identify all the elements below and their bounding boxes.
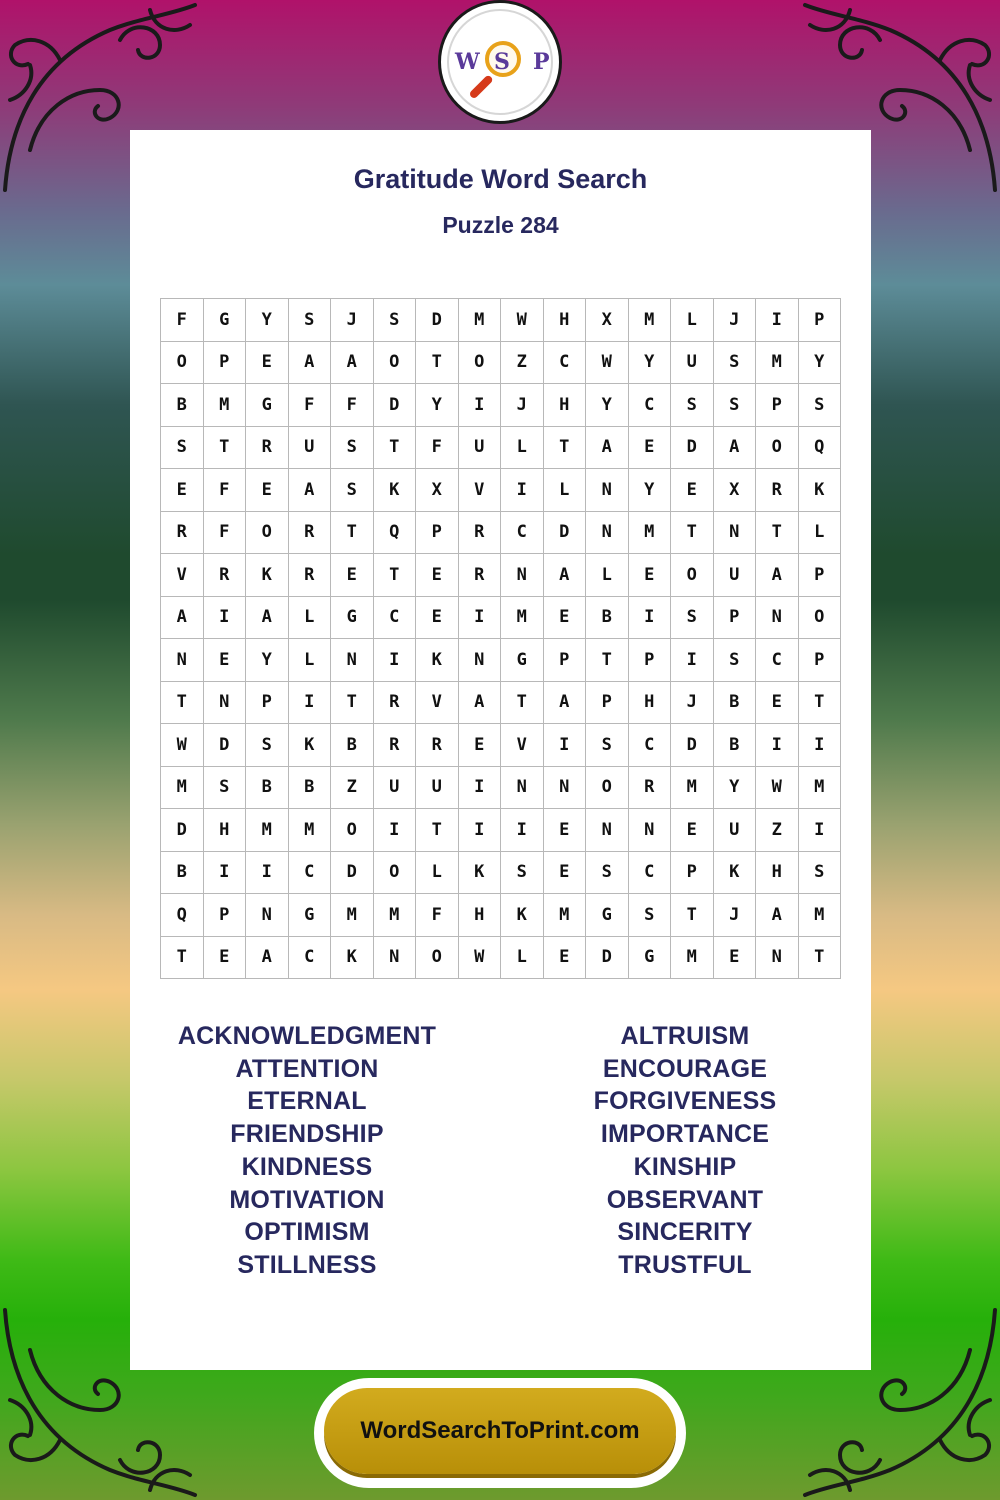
grid-cell[interactable]: A <box>714 427 757 470</box>
grid-cell[interactable]: R <box>416 724 459 767</box>
grid-cell[interactable]: M <box>629 299 672 342</box>
grid-cell[interactable]: S <box>671 597 714 640</box>
grid-cell[interactable]: T <box>671 894 714 937</box>
word-item: ACKNOWLEDGMENT <box>177 1022 437 1050</box>
grid-cell[interactable]: S <box>799 852 842 895</box>
grid-cell[interactable]: E <box>756 682 799 725</box>
grid-cell[interactable]: T <box>331 682 374 725</box>
grid-cell[interactable]: J <box>501 384 544 427</box>
word-item: ATTENTION <box>235 1054 379 1083</box>
grid-cell[interactable]: M <box>331 894 374 937</box>
grid-cell[interactable]: C <box>501 512 544 555</box>
grid-cell[interactable]: O <box>246 512 289 555</box>
grid-cell[interactable]: Z <box>331 767 374 810</box>
grid-cell[interactable]: N <box>629 809 672 852</box>
grid-cell[interactable]: K <box>331 937 374 980</box>
grid-cell[interactable]: N <box>331 639 374 682</box>
grid-cell[interactable]: Y <box>629 342 672 385</box>
grid-cell[interactable]: X <box>416 469 459 512</box>
grid-cell[interactable]: U <box>671 342 714 385</box>
grid-cell[interactable]: T <box>671 512 714 555</box>
grid-cell[interactable]: M <box>501 597 544 640</box>
grid-cell[interactable]: I <box>544 724 587 767</box>
grid-cell[interactable]: E <box>629 554 672 597</box>
grid-cell[interactable]: O <box>756 427 799 470</box>
grid-cell[interactable]: P <box>416 512 459 555</box>
grid-cell[interactable]: M <box>799 894 842 937</box>
grid-cell[interactable]: V <box>416 682 459 725</box>
grid-cell[interactable]: V <box>501 724 544 767</box>
grid-cell[interactable]: O <box>374 342 417 385</box>
grid-cell[interactable]: C <box>756 639 799 682</box>
word-item: KINSHIP <box>633 1152 737 1181</box>
grid-cell[interactable]: J <box>714 299 757 342</box>
grid-cell[interactable]: A <box>289 342 332 385</box>
grid-cell[interactable]: P <box>246 682 289 725</box>
grid-cell[interactable]: E <box>246 342 289 385</box>
grid-cell[interactable]: K <box>246 554 289 597</box>
grid-cell[interactable]: N <box>459 639 502 682</box>
grid-cell[interactable]: E <box>544 597 587 640</box>
grid-cell[interactable]: M <box>544 894 587 937</box>
grid-cell[interactable]: P <box>629 639 672 682</box>
grid-cell[interactable]: P <box>799 299 842 342</box>
grid-cell[interactable]: P <box>586 682 629 725</box>
grid-cell[interactable]: I <box>756 299 799 342</box>
grid-cell[interactable]: W <box>459 937 502 980</box>
grid-cell[interactable]: R <box>629 767 672 810</box>
puzzle-number: Puzzle 284 <box>442 212 559 238</box>
grid-cell[interactable]: L <box>289 597 332 640</box>
grid-cell[interactable]: D <box>544 512 587 555</box>
grid-cell[interactable]: U <box>714 809 757 852</box>
grid-cell[interactable]: P <box>671 852 714 895</box>
grid-cell[interactable]: I <box>501 469 544 512</box>
grid-cell[interactable]: A <box>544 554 587 597</box>
grid-cell[interactable]: S <box>586 724 629 767</box>
grid-cell[interactable]: N <box>756 937 799 980</box>
grid-cell[interactable]: L <box>289 639 332 682</box>
grid-cell[interactable]: J <box>331 299 374 342</box>
grid-cell[interactable]: F <box>416 894 459 937</box>
footer-badge <box>314 1378 686 1488</box>
grid-cell[interactable]: B <box>586 597 629 640</box>
word-item: TRUSTFUL <box>618 1250 752 1279</box>
grid-cell[interactable]: T <box>416 809 459 852</box>
grid-cell[interactable]: L <box>586 554 629 597</box>
logo-letter: S <box>494 49 510 75</box>
grid-cell[interactable]: L <box>799 512 842 555</box>
word-item: OPTIMISM <box>244 1218 370 1247</box>
word-list-right <box>500 1020 870 1282</box>
grid-cell[interactable]: I <box>756 724 799 767</box>
grid-cell[interactable]: S <box>204 767 247 810</box>
grid-cell[interactable]: B <box>331 724 374 767</box>
grid-cell[interactable]: A <box>756 894 799 937</box>
grid-cell[interactable]: O <box>586 767 629 810</box>
grid-cell[interactable]: T <box>204 427 247 470</box>
grid-cell[interactable]: I <box>459 809 502 852</box>
grid-cell[interactable]: Q <box>374 512 417 555</box>
grid-cell[interactable]: E <box>416 554 459 597</box>
grid-cell[interactable]: G <box>629 937 672 980</box>
grid-cell[interactable]: B <box>714 682 757 725</box>
grid-cell[interactable]: I <box>289 682 332 725</box>
grid-cell[interactable]: K <box>799 469 842 512</box>
grid-cell[interactable]: N <box>374 937 417 980</box>
grid-cell[interactable]: K <box>501 894 544 937</box>
grid-cell[interactable]: F <box>416 427 459 470</box>
grid-cell[interactable]: Y <box>799 342 842 385</box>
grid-cell[interactable]: S <box>671 384 714 427</box>
word-item: IMPORTANCE <box>600 1120 770 1149</box>
grid-cell[interactable]: S <box>374 299 417 342</box>
grid-cell[interactable]: A <box>756 554 799 597</box>
grid-cell[interactable]: D <box>374 384 417 427</box>
grid-cell[interactable]: E <box>416 597 459 640</box>
grid-cell[interactable]: X <box>714 469 757 512</box>
grid-cell[interactable]: S <box>161 427 204 470</box>
grid-cell[interactable]: A <box>544 682 587 725</box>
grid-cell[interactable]: U <box>289 427 332 470</box>
grid-cell[interactable]: E <box>246 469 289 512</box>
grid-cell[interactable]: M <box>671 937 714 980</box>
grid-cell[interactable]: I <box>799 724 842 767</box>
grid-cell[interactable]: D <box>331 852 374 895</box>
grid-cell[interactable]: C <box>374 597 417 640</box>
grid-cell[interactable]: Y <box>246 299 289 342</box>
grid-cell[interactable]: L <box>501 427 544 470</box>
grid-cell[interactable]: P <box>714 597 757 640</box>
grid-cell[interactable]: E <box>671 809 714 852</box>
grid-cell[interactable]: Y <box>629 469 672 512</box>
word-item: SINCERITY <box>617 1218 753 1247</box>
grid-cell[interactable]: M <box>161 767 204 810</box>
grid-cell[interactable]: M <box>756 342 799 385</box>
grid-cell[interactable]: R <box>204 554 247 597</box>
grid-cell[interactable]: F <box>204 512 247 555</box>
grid-cell[interactable]: T <box>799 682 842 725</box>
grid-cell[interactable]: T <box>374 427 417 470</box>
grid-cell[interactable]: L <box>501 937 544 980</box>
grid-cell[interactable]: M <box>289 809 332 852</box>
grid-cell[interactable]: V <box>161 554 204 597</box>
grid-cell[interactable]: P <box>204 342 247 385</box>
grid-cell[interactable]: E <box>714 937 757 980</box>
grid-cell[interactable]: C <box>629 384 672 427</box>
grid-cell[interactable]: L <box>416 852 459 895</box>
grid-cell[interactable]: T <box>416 342 459 385</box>
grid-cell[interactable]: K <box>374 469 417 512</box>
letter-grid <box>160 298 841 979</box>
grid-cell[interactable]: E <box>161 469 204 512</box>
grid-cell[interactable]: P <box>799 554 842 597</box>
word-item: OBSERVANT <box>606 1185 764 1214</box>
grid-cell[interactable]: L <box>544 469 587 512</box>
grid-cell[interactable]: M <box>204 384 247 427</box>
grid-cell[interactable]: I <box>374 639 417 682</box>
grid-cell[interactable]: S <box>799 384 842 427</box>
grid-cell[interactable]: G <box>204 299 247 342</box>
grid-cell[interactable]: T <box>161 937 204 980</box>
grid-cell[interactable]: A <box>161 597 204 640</box>
grid-cell[interactable]: F <box>331 384 374 427</box>
grid-cell[interactable]: U <box>714 554 757 597</box>
grid-cell[interactable]: Y <box>586 384 629 427</box>
grid-cell[interactable]: R <box>289 554 332 597</box>
grid-cell[interactable]: N <box>756 597 799 640</box>
grid-cell[interactable]: U <box>374 767 417 810</box>
word-item: FRIENDSHIP <box>230 1120 384 1149</box>
grid-cell[interactable]: H <box>629 682 672 725</box>
grid-cell[interactable]: O <box>799 597 842 640</box>
grid-cell[interactable]: M <box>459 299 502 342</box>
grid-cell[interactable]: B <box>246 767 289 810</box>
grid-cell[interactable]: N <box>586 809 629 852</box>
grid-cell[interactable]: D <box>671 724 714 767</box>
grid-cell[interactable]: D <box>671 427 714 470</box>
grid-cell[interactable]: C <box>629 724 672 767</box>
grid-cell[interactable]: R <box>289 512 332 555</box>
grid-cell[interactable]: Y <box>714 767 757 810</box>
grid-cell[interactable]: M <box>629 512 672 555</box>
grid-cell[interactable]: S <box>246 724 289 767</box>
grid-cell[interactable]: S <box>714 639 757 682</box>
grid-cell[interactable]: Q <box>161 894 204 937</box>
grid-cell[interactable]: D <box>586 937 629 980</box>
grid-cell[interactable]: D <box>416 299 459 342</box>
grid-cell[interactable]: N <box>586 512 629 555</box>
grid-cell[interactable]: R <box>459 512 502 555</box>
grid-cell[interactable]: E <box>544 937 587 980</box>
grid-cell[interactable]: Y <box>416 384 459 427</box>
grid-cell[interactable]: I <box>204 597 247 640</box>
grid-cell[interactable]: T <box>544 427 587 470</box>
grid-cell[interactable]: C <box>289 937 332 980</box>
word-item: STILLNESS <box>237 1250 377 1279</box>
grid-cell[interactable]: L <box>671 299 714 342</box>
grid-cell[interactable]: H <box>544 299 587 342</box>
grid-cell[interactable]: N <box>204 682 247 725</box>
grid-cell[interactable]: R <box>459 554 502 597</box>
grid-cell[interactable]: I <box>459 767 502 810</box>
grid-cell[interactable]: S <box>714 384 757 427</box>
grid-cell[interactable]: O <box>374 852 417 895</box>
grid-cell[interactable]: A <box>289 469 332 512</box>
grid-cell[interactable]: W <box>501 299 544 342</box>
word-item: ETERNAL <box>247 1087 367 1116</box>
grid-cell[interactable]: I <box>204 852 247 895</box>
grid-cell[interactable]: A <box>459 682 502 725</box>
grid-cell[interactable]: N <box>714 512 757 555</box>
grid-cell[interactable]: W <box>161 724 204 767</box>
grid-cell[interactable]: I <box>629 597 672 640</box>
grid-cell[interactable]: P <box>204 894 247 937</box>
grid-cell[interactable]: H <box>544 384 587 427</box>
grid-cell[interactable]: H <box>459 894 502 937</box>
grid-cell[interactable]: Y <box>246 639 289 682</box>
grid-cell[interactable]: F <box>161 299 204 342</box>
grid-cell[interactable]: R <box>246 427 289 470</box>
grid-cell[interactable]: M <box>374 894 417 937</box>
grid-cell[interactable]: T <box>501 682 544 725</box>
grid-cell[interactable]: I <box>501 809 544 852</box>
grid-cell[interactable]: S <box>331 469 374 512</box>
grid-cell[interactable]: X <box>586 299 629 342</box>
grid-cell[interactable]: K <box>459 852 502 895</box>
grid-cell[interactable]: S <box>289 299 332 342</box>
grid-cell[interactable]: R <box>374 682 417 725</box>
grid-cell[interactable]: Z <box>501 342 544 385</box>
grid-cell[interactable]: N <box>544 767 587 810</box>
grid-cell[interactable]: F <box>204 469 247 512</box>
grid-cell[interactable]: N <box>501 554 544 597</box>
grid-cell[interactable]: B <box>161 852 204 895</box>
grid-cell[interactable]: P <box>544 639 587 682</box>
grid-cell[interactable]: O <box>416 937 459 980</box>
grid-cell[interactable]: T <box>161 682 204 725</box>
grid-cell[interactable]: S <box>331 427 374 470</box>
grid-cell[interactable]: I <box>246 852 289 895</box>
grid-cell[interactable]: E <box>204 639 247 682</box>
grid-cell[interactable]: I <box>459 597 502 640</box>
page-title: Gratitude Word Search <box>353 164 648 194</box>
grid-cell[interactable]: P <box>756 384 799 427</box>
grid-cell[interactable]: H <box>756 852 799 895</box>
grid-cell[interactable]: O <box>331 809 374 852</box>
grid-cell[interactable]: P <box>799 639 842 682</box>
grid-cell[interactable]: U <box>416 767 459 810</box>
grid-cell[interactable]: S <box>714 342 757 385</box>
grid-cell[interactable]: D <box>204 724 247 767</box>
grid-cell[interactable]: N <box>501 767 544 810</box>
grid-cell[interactable]: R <box>374 724 417 767</box>
grid-cell[interactable]: R <box>161 512 204 555</box>
grid-cell[interactable]: S <box>501 852 544 895</box>
grid-cell[interactable]: S <box>629 894 672 937</box>
grid-cell[interactable]: K <box>289 724 332 767</box>
grid-cell[interactable]: I <box>459 384 502 427</box>
grid-cell[interactable]: F <box>289 384 332 427</box>
word-item: MOTIVATION <box>229 1185 385 1214</box>
grid-cell[interactable]: E <box>544 809 587 852</box>
site-logo[interactable] <box>438 0 562 124</box>
grid-cell[interactable]: J <box>714 894 757 937</box>
word-item: ENCOURAGE <box>602 1054 768 1083</box>
grid-cell[interactable]: M <box>671 767 714 810</box>
grid-cell[interactable]: E <box>331 554 374 597</box>
grid-cell[interactable]: S <box>586 852 629 895</box>
grid-cell[interactable]: A <box>586 427 629 470</box>
grid-cell[interactable]: O <box>671 554 714 597</box>
grid-cell[interactable]: A <box>246 937 289 980</box>
grid-cell[interactable]: D <box>161 809 204 852</box>
logo-letter: P <box>533 49 550 75</box>
grid-cell[interactable]: Z <box>756 809 799 852</box>
grid-cell[interactable]: E <box>459 724 502 767</box>
grid-cell[interactable]: Q <box>799 427 842 470</box>
grid-cell[interactable]: G <box>246 384 289 427</box>
grid-cell[interactable]: V <box>459 469 502 512</box>
grid-cell[interactable]: E <box>671 469 714 512</box>
grid-cell[interactable]: A <box>331 342 374 385</box>
logo-letter: W <box>455 49 480 75</box>
grid-cell[interactable]: W <box>586 342 629 385</box>
grid-cell[interactable]: N <box>246 894 289 937</box>
grid-cell[interactable]: I <box>374 809 417 852</box>
grid-cell[interactable]: C <box>629 852 672 895</box>
grid-cell[interactable]: G <box>501 639 544 682</box>
grid-cell[interactable]: J <box>671 682 714 725</box>
grid-cell[interactable]: C <box>544 342 587 385</box>
word-item: KINDNESS <box>241 1152 373 1181</box>
puzzle-panel <box>130 130 871 1370</box>
grid-cell[interactable]: N <box>586 469 629 512</box>
grid-cell[interactable]: U <box>459 427 502 470</box>
grid-cell[interactable]: T <box>374 554 417 597</box>
grid-cell[interactable]: T <box>586 639 629 682</box>
grid-cell[interactable]: C <box>289 852 332 895</box>
grid-cell[interactable]: T <box>756 512 799 555</box>
word-item: FORGIVENESS <box>593 1087 777 1116</box>
grid-cell[interactable]: B <box>714 724 757 767</box>
word-item: ALTRUISM <box>620 1022 750 1050</box>
grid-cell[interactable]: R <box>756 469 799 512</box>
grid-cell[interactable]: B <box>161 384 204 427</box>
grid-cell[interactable]: M <box>246 809 289 852</box>
grid-cell[interactable]: I <box>671 639 714 682</box>
grid-cell[interactable]: K <box>416 639 459 682</box>
grid-cell[interactable]: M <box>799 767 842 810</box>
word-list-left <box>122 1020 492 1282</box>
website-link-button[interactable]: WordSearchToPrint.com <box>324 1388 676 1474</box>
grid-cell[interactable]: T <box>799 937 842 980</box>
grid-cell[interactable]: B <box>289 767 332 810</box>
grid-cell[interactable]: G <box>289 894 332 937</box>
grid-cell[interactable]: K <box>714 852 757 895</box>
grid-cell[interactable]: I <box>799 809 842 852</box>
grid-cell[interactable]: A <box>246 597 289 640</box>
grid-cell[interactable]: E <box>629 427 672 470</box>
grid-cell[interactable]: W <box>756 767 799 810</box>
grid-cell[interactable]: O <box>459 342 502 385</box>
grid-cell[interactable]: N <box>161 639 204 682</box>
grid-cell[interactable]: T <box>331 512 374 555</box>
grid-cell[interactable]: G <box>331 597 374 640</box>
grid-cell[interactable]: O <box>161 342 204 385</box>
grid-cell[interactable]: H <box>204 809 247 852</box>
grid-cell[interactable]: E <box>544 852 587 895</box>
word-list <box>130 1020 871 1282</box>
grid-cell[interactable]: E <box>204 937 247 980</box>
grid-cell[interactable]: G <box>586 894 629 937</box>
